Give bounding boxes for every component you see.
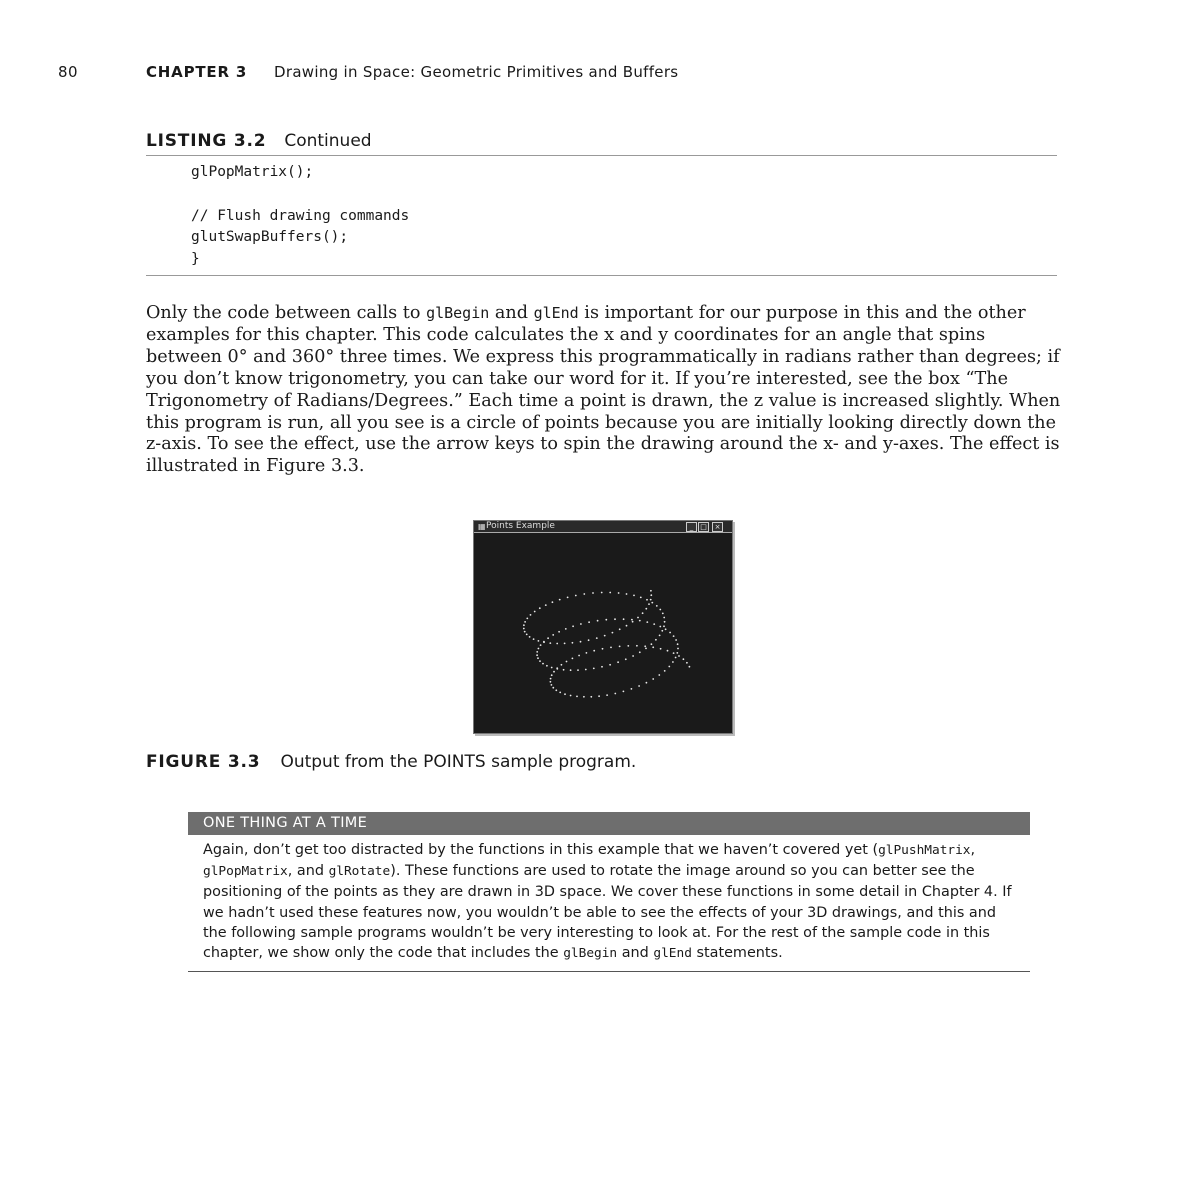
- point-dot: [676, 652, 678, 654]
- point-dot: [636, 645, 638, 647]
- point-dot: [530, 614, 532, 616]
- point-dot: [551, 674, 553, 676]
- point-dot: [633, 595, 635, 597]
- point-dot: [614, 693, 616, 695]
- window-titlebar: [474, 521, 732, 533]
- point-dot: [683, 658, 685, 660]
- point-dot: [556, 643, 558, 645]
- code-line: glPopMatrix();: [191, 164, 314, 180]
- point-dot: [686, 662, 688, 664]
- point-dot: [559, 599, 561, 601]
- point-dot: [637, 617, 639, 619]
- point-dot: [619, 646, 621, 648]
- point-dot: [656, 605, 658, 607]
- point-dot: [650, 599, 652, 601]
- point-dot: [648, 603, 650, 605]
- point-dot: [558, 631, 560, 633]
- point-dot: [552, 634, 554, 636]
- point-dot: [678, 655, 680, 657]
- inline-code: glBegin: [563, 946, 618, 962]
- point-dot: [632, 655, 634, 657]
- point-dot: [675, 657, 677, 659]
- sidebar-body: [188, 835, 1030, 971]
- point-dot: [539, 660, 541, 662]
- sidebar-title: ONE THING AT A TIME: [188, 812, 1030, 835]
- point-dot: [576, 696, 578, 698]
- point-dot: [652, 646, 654, 648]
- point-dot: [623, 691, 625, 693]
- point-dot: [661, 630, 663, 632]
- point-dot: [588, 621, 590, 623]
- point-dot: [672, 661, 674, 663]
- point-dot: [667, 650, 669, 652]
- inline-code: glRotate: [328, 864, 391, 880]
- body-text: Only the code between calls to: [146, 303, 427, 323]
- point-dot: [524, 621, 526, 623]
- point-dot: [567, 597, 569, 599]
- point-dot: [572, 642, 574, 644]
- point-dot: [618, 592, 620, 594]
- point-dot: [646, 621, 648, 623]
- figure-caption-text: Output from the POINTS sample program.: [280, 752, 637, 772]
- sidebar-text: and: [617, 945, 654, 962]
- point-dot: [550, 678, 552, 680]
- point-dot: [553, 671, 555, 673]
- point-dot: [632, 621, 634, 623]
- point-dot: [526, 618, 528, 620]
- point-dot: [602, 648, 604, 650]
- chapter-title: Drawing in Space: Geometric Primitives and Buffers: [274, 63, 679, 81]
- point-dot: [563, 669, 565, 671]
- point-dot: [623, 618, 625, 620]
- point-dot: [625, 658, 627, 660]
- point-dot: [668, 666, 670, 668]
- point-dot: [540, 644, 542, 646]
- point-dot: [539, 607, 541, 609]
- listing-label: LISTING 3.2: [146, 131, 267, 151]
- sidebar-text: , and: [287, 863, 329, 880]
- point-dot: [538, 648, 540, 650]
- running-head: [58, 63, 1058, 85]
- point-dot: [609, 592, 611, 594]
- point-dot: [545, 604, 547, 606]
- point-dot: [570, 695, 572, 697]
- point-dot: [673, 652, 675, 654]
- point-dot: [665, 628, 667, 630]
- point-dot: [604, 635, 606, 637]
- point-dot: [651, 602, 653, 604]
- point-dot: [627, 645, 629, 647]
- page-number: 80: [58, 63, 79, 81]
- point-dot: [617, 661, 619, 663]
- point-dot: [642, 612, 644, 614]
- point-dot: [664, 621, 666, 623]
- point-dot: [583, 696, 585, 698]
- inline-code: glEnd: [533, 304, 579, 322]
- point-dot: [663, 617, 665, 619]
- point-dot: [580, 623, 582, 625]
- point-dot: [580, 641, 582, 643]
- inline-code: glEnd: [653, 946, 692, 962]
- point-dot: [543, 641, 545, 643]
- figure-label: FIGURE 3.3: [146, 752, 261, 772]
- point-dot: [578, 655, 580, 657]
- point-dot: [646, 682, 648, 684]
- point-dot: [658, 674, 660, 676]
- point-dot: [605, 619, 607, 621]
- point-dot: [664, 670, 666, 672]
- point-dot: [577, 669, 579, 671]
- point-dot: [572, 625, 574, 627]
- point-dot: [538, 640, 540, 642]
- point-dot: [655, 639, 657, 641]
- point-dot: [561, 664, 563, 666]
- sidebar-text: ). These functions are used to rotate the image around so you can better see the positioning of the points as they are drawn in 3D space. We cover these functions in some detail in Chapter 4. If we hadn’t used these features now, you wouldn’t be able to see the effects of your 3D drawings, and this and the following sample programs wouldn’t be very interesting to look at. For the rest of the sample code in this chapter, we show only the code that includes the: [203, 863, 1012, 962]
- point-dot: [645, 608, 647, 610]
- point-dot: [619, 628, 621, 630]
- point-dot: [536, 651, 538, 653]
- point-dot: [659, 609, 661, 611]
- sidebar-text: Again, don’t get too distracted by the functions in this example that we haven’t covered yet (: [203, 842, 879, 858]
- point-dot: [551, 667, 553, 669]
- point-dot: [626, 593, 628, 595]
- point-dot: [675, 639, 677, 641]
- point-dot: [593, 668, 595, 670]
- point-dot: [588, 639, 590, 641]
- point-dot: [596, 637, 598, 639]
- point-dot: [673, 635, 675, 637]
- point-dot: [570, 669, 572, 671]
- inline-code: glBegin: [426, 304, 490, 322]
- close-icon: ×: [712, 522, 723, 532]
- point-dot: [585, 669, 587, 671]
- listing-caption: [146, 131, 1057, 156]
- point-dot: [645, 648, 647, 650]
- point-dot: [565, 628, 567, 630]
- point-dot: [644, 645, 646, 647]
- point-dot: [552, 601, 554, 603]
- point-dot: [559, 692, 561, 694]
- point-dot: [660, 648, 662, 650]
- code-line: glutSwapBuffers();: [191, 229, 349, 246]
- point-dot: [653, 623, 655, 625]
- app-icon: ▦: [478, 522, 486, 531]
- point-dot: [614, 618, 616, 620]
- minimize-icon: _: [686, 522, 697, 532]
- point-dot: [523, 624, 525, 626]
- point-dot: [524, 631, 526, 633]
- figure-caption: [146, 752, 636, 772]
- point-dot: [566, 661, 568, 663]
- point-dot: [597, 620, 599, 622]
- point-dot: [592, 592, 594, 594]
- maximize-icon: □: [698, 522, 709, 532]
- point-dot: [659, 635, 661, 637]
- sidebar-box: [188, 812, 1030, 972]
- point-dot: [652, 678, 654, 680]
- body-text: and: [489, 303, 534, 323]
- point-dot: [606, 694, 608, 696]
- point-dot: [546, 665, 548, 667]
- point-dot: [572, 658, 574, 660]
- point-dot: [586, 652, 588, 654]
- point-dot: [526, 634, 528, 636]
- point-dot: [564, 693, 566, 695]
- point-dot: [631, 619, 633, 621]
- point-dot: [533, 638, 535, 640]
- point-dot: [552, 687, 554, 689]
- point-dot: [650, 594, 652, 596]
- points-render: [474, 533, 732, 733]
- point-dot: [523, 628, 525, 630]
- point-dot: [549, 642, 551, 644]
- code-line: // Flush drawing commands: [191, 207, 410, 224]
- listing-caption-text: Continued: [284, 131, 372, 151]
- point-dot: [650, 590, 652, 592]
- point-dot: [593, 650, 595, 652]
- point-dot: [663, 625, 665, 627]
- code-listing: [146, 131, 1057, 276]
- point-dot: [537, 657, 539, 659]
- point-dot: [609, 664, 611, 666]
- body-paragraph: [146, 303, 1061, 478]
- point-dot: [583, 593, 585, 595]
- point-dot: [640, 597, 642, 599]
- point-dot: [639, 620, 641, 622]
- point-dot: [669, 632, 671, 634]
- point-dot: [689, 666, 691, 668]
- point-dot: [631, 688, 633, 690]
- point-dot: [651, 643, 653, 645]
- point-dot: [639, 651, 641, 653]
- code-line: }: [191, 251, 200, 268]
- point-dot: [536, 654, 538, 656]
- point-dot: [547, 637, 549, 639]
- point-dot: [556, 667, 558, 669]
- point-dot: [575, 595, 577, 597]
- body-text: is important for our purpose in this and the other examples for this chapter. This code calculates the x and y coordinates for an angle that spins between 0° and 360° three times. We express this programmatically in radians rather than degrees; if you don’t know trigonometry, you can take our word for it. If you’re interested, see the box “The Trigonometry of Radians/Degrees.” Each time a point is drawn, the z value is increased slightly. When this program is run, all you see is a circle of points because you are initially looking directly down the z-axis. To see the effect, use the arrow keys to spin the drawing around the x- and y-axes. The effect is illustrated in Figure 3.3.: [146, 303, 1061, 477]
- sidebar-text: ,: [970, 842, 976, 858]
- point-dot: [659, 626, 661, 628]
- point-dot: [612, 632, 614, 634]
- point-dot: [598, 695, 600, 697]
- point-dot: [550, 681, 552, 683]
- points-example-window: [473, 520, 733, 734]
- point-dot: [610, 647, 612, 649]
- point-dot: [662, 613, 664, 615]
- point-dot: [677, 648, 679, 650]
- inline-code: glPopMatrix: [203, 864, 288, 880]
- point-dot: [646, 599, 648, 601]
- point-dot: [677, 643, 679, 645]
- inline-code: glPushMatrix: [878, 843, 971, 858]
- point-dot: [534, 611, 536, 613]
- sidebar-text: statements.: [691, 945, 783, 962]
- window-title: Points Example: [486, 521, 555, 531]
- point-dot: [551, 684, 553, 686]
- point-dot: [590, 696, 592, 698]
- code-block: [146, 156, 1057, 276]
- point-dot: [638, 685, 640, 687]
- point-dot: [555, 689, 557, 691]
- point-dot: [564, 643, 566, 645]
- point-dot: [529, 636, 531, 638]
- point-dot: [601, 592, 603, 594]
- chapter-label: CHAPTER 3: [146, 63, 248, 81]
- point-dot: [626, 625, 628, 627]
- point-dot: [601, 666, 603, 668]
- point-dot: [542, 663, 544, 665]
